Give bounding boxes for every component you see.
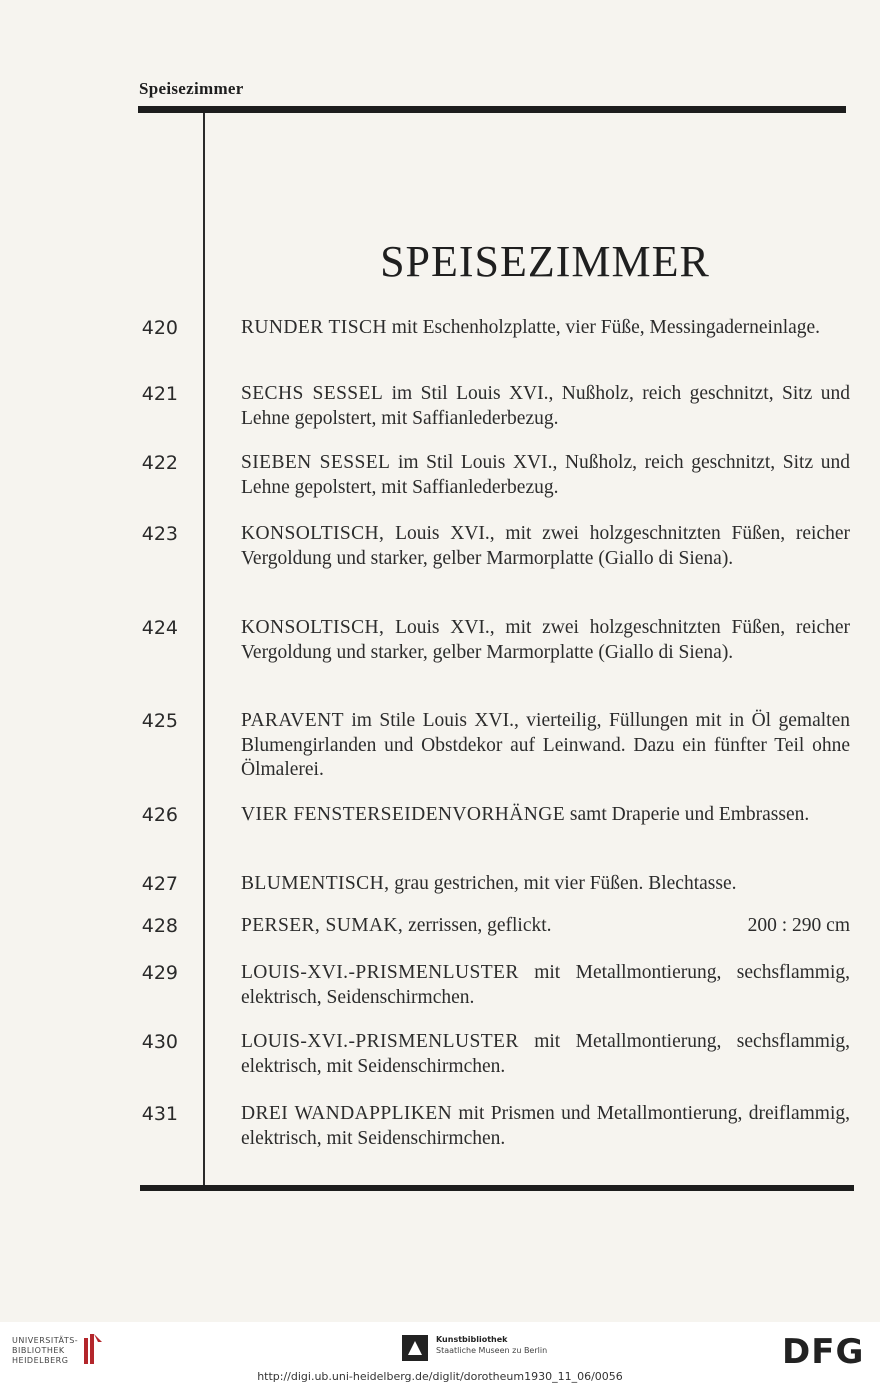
- lot-number: 427: [141, 873, 178, 895]
- lot-size: 200 : 290 cm: [747, 915, 850, 936]
- lot-description: KONSOLTISCH, Louis XVI., mit zwei holzgeschnitzten Füßen, reicher Vergoldung und starker, gelber Marmorplatte (Giallo di Siena).: [241, 617, 850, 663]
- lot-description: RUNDER TISCH mit Eschenholzplatte, vier Füße, Messingaderneinlage.: [241, 317, 821, 338]
- lot-description: SIEBEN SESSEL im Stil Louis XVI., Nußholz, reich geschnitzt, Sitz und Lehne gepolstert, mit Saffianlederbezug.: [241, 452, 850, 498]
- lot-number: 425: [141, 710, 178, 732]
- source-url[interactable]: http://digi.ub.uni-heidelberg.de/diglit/dorotheum1930_11_06/0056: [257, 1370, 623, 1383]
- dfg-logo: DFG: [782, 1332, 865, 1372]
- lot-description: BLUMENTISCH, grau gestrichen, mit vier Füßen. Blechtasse.: [241, 873, 737, 894]
- lot-description: SECHS SESSEL im Stil Louis XVI., Nußholz, reich geschnitzt, Sitz und Lehne gepolstert, mit Saffianlederbezug.: [241, 383, 850, 429]
- lot-number: 423: [141, 523, 178, 545]
- kunstbibliothek-label: Kunstbibliothek Staatliche Museen zu Berlin: [436, 1335, 548, 1355]
- lot-number: 430: [141, 1031, 178, 1053]
- lot-number: 426: [141, 804, 178, 826]
- lot-description: DREI WANDAPPLIKEN mit Prismen und Metallmontierung, dreiflammig, elektrisch, mit Seidenschirmchen.: [241, 1103, 850, 1149]
- top-rule: [138, 106, 846, 113]
- lot-number: 421: [141, 383, 178, 405]
- digitization-footer: [0, 1322, 880, 1386]
- lot-number: 420: [141, 317, 178, 339]
- lot-description: LOUIS-XVI.-PRISMENLUSTER mit Metallmontierung, sechsflammig, elektrisch, Seidenschirmchen.: [241, 962, 850, 1008]
- lot-number: 431: [141, 1103, 178, 1125]
- university-logo-icon: [80, 1332, 104, 1366]
- university-library-label: UNIVERSITÄTS- BIBLIOTHEK HEIDELBERG: [12, 1336, 79, 1365]
- lot-number: 424: [141, 617, 178, 639]
- lot-number: 428: [141, 915, 178, 937]
- lot-description: VIER FENSTERSEIDENVORHÄNGE samt Draperie und Embrassen.: [241, 804, 810, 825]
- lot-description: PARAVENT im Stile Louis XVI., vierteilig, Füllungen mit in Öl gemalten Blumengirlanden und Obstdekor auf Leinwand. Dazu ein fünfter Teil ohne Ölmalerei.: [241, 710, 850, 780]
- kunstbibliothek-logo-icon: [402, 1335, 428, 1361]
- lot-number: 422: [141, 452, 178, 474]
- section-title: SPEISEZIMMER: [380, 237, 710, 286]
- lot-description: 200 : 290 cm PERSER, SUMAK, zerrissen, geflickt.: [241, 914, 850, 939]
- lot-description: KONSOLTISCH, Louis XVI., mit zwei holzgeschnitzten Füßen, reicher Vergoldung und starker, gelber Marmorplatte (Giallo di Siena).: [241, 523, 850, 569]
- lot-description: LOUIS-XVI.-PRISMENLUSTER mit Metallmontierung, sechsflammig, elektrisch, mit Seidenschirmchen.: [241, 1031, 850, 1077]
- bottom-rule: [140, 1185, 854, 1191]
- lot-number: 429: [141, 962, 178, 984]
- running-head: Speisezimmer: [139, 79, 244, 98]
